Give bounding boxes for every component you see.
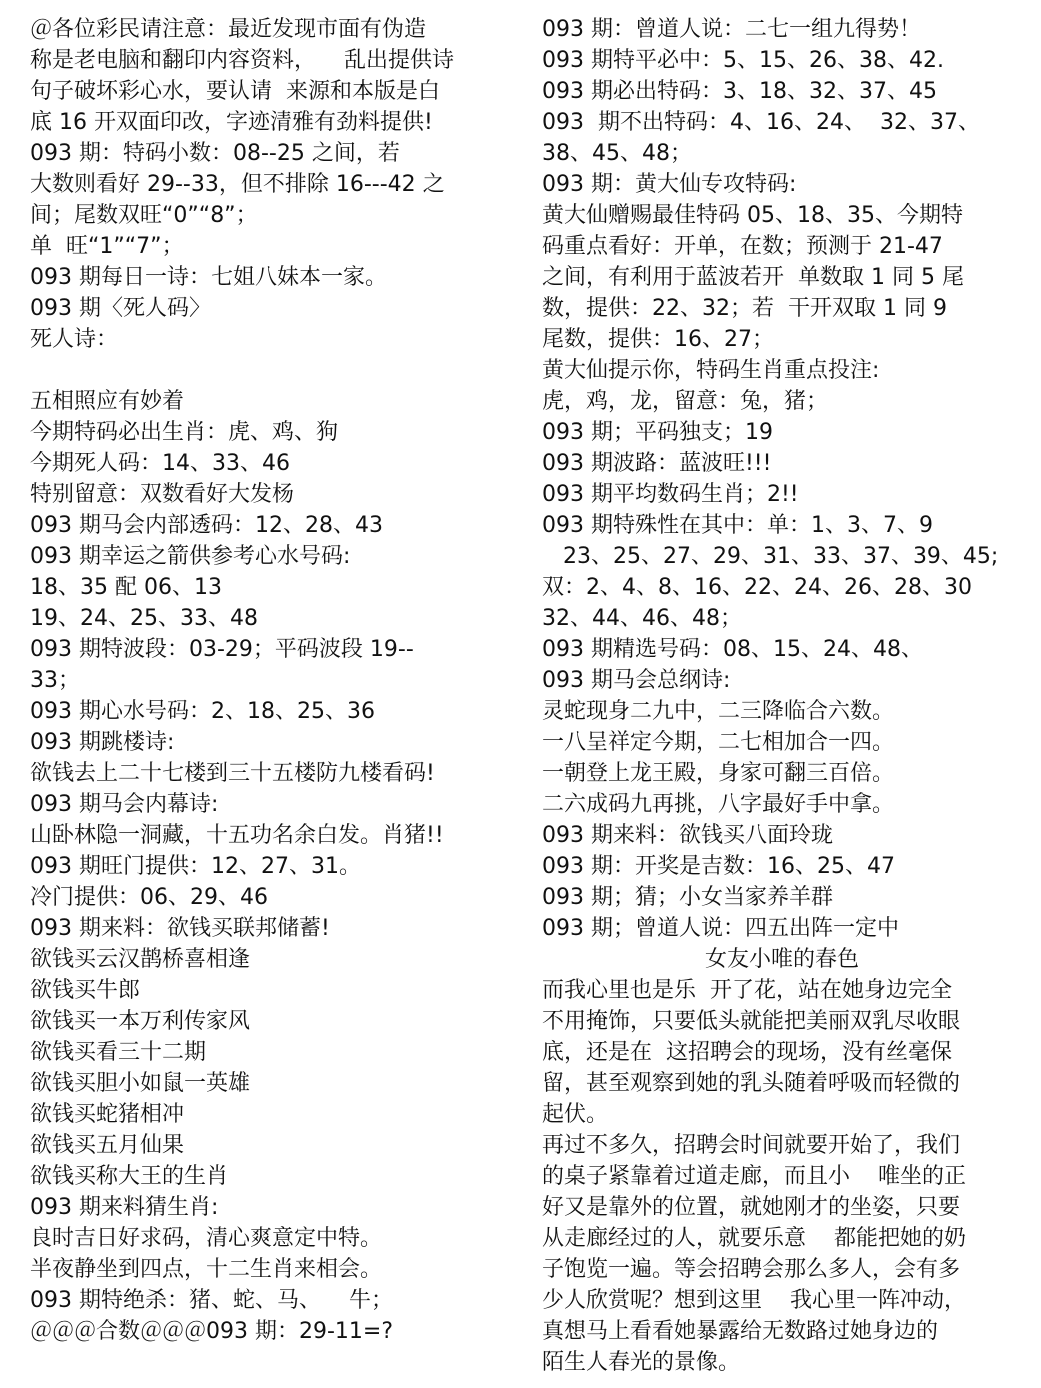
left-column-line: 欲钱买云汉鹊桥喜相逢 xyxy=(30,947,251,972)
right-column-line: 093 期马会总纲诗: xyxy=(542,668,731,693)
right-column-line: 093 期平均数码生肖；2!! xyxy=(542,482,799,507)
left-column-line: 良时吉日好求码，清心爽意定中特。 xyxy=(30,1226,383,1251)
left-column-line: 093 期跳楼诗: xyxy=(30,730,175,755)
left-column-line: 单 旺“1”“7”； xyxy=(30,234,184,259)
right-column-line: 尾数，提供：16、27； xyxy=(542,327,774,352)
left-column-line: 欲钱买胆小如鼠一英雄 xyxy=(30,1071,251,1096)
right-column xyxy=(542,14,1022,1378)
right-column-line: 38、45、48； xyxy=(542,141,692,166)
right-column-line: 码重点看好：开单，在数；预测于 21-47 xyxy=(542,234,943,259)
left-column-line: 今期死人码：14、33、46 xyxy=(30,451,290,476)
right-column-line: 好又是靠外的位置，就她刚才的坐姿，只要 xyxy=(542,1195,961,1220)
right-column-line: 093 期特殊性在其中：单：1、3、7、9 xyxy=(542,513,933,538)
left-column-line: 093 期：特码小数：08--25 之间，若 xyxy=(30,141,400,166)
left-column-line: 093 期每日一诗：七姐八妹本一家。 xyxy=(30,265,387,290)
left-column-line: 半夜静坐到四点，十二生肖来相会。 xyxy=(30,1257,383,1282)
left-column-line: 句子破坏彩心水，要认请 来源和本版是白 xyxy=(30,79,440,104)
right-column-line: 一朝登上龙王殿，身家可翻三百倍。 xyxy=(542,761,895,786)
left-column-line: 093 期幸运之箭供参考心水号码: xyxy=(30,544,351,569)
left-column-line: 欲钱买五月仙果 xyxy=(30,1133,185,1158)
left-column-line: 093 期旺门提供：12、27、31。 xyxy=(30,854,361,879)
right-column-line: 093 期不出特码：4、16、24、 32、37、 xyxy=(542,110,980,135)
left-column-line: 093 期心水号码：2、18、25、36 xyxy=(30,699,375,724)
right-column-line: 黄大仙赠赐最佳特码 05、18、35、今期特 xyxy=(542,203,963,228)
left-column-line: 欲钱去上二十七楼到三十五楼防九楼看码! xyxy=(30,761,435,786)
left-column-line: 底 16 开双面印改，字迹清雅有劲料提供! xyxy=(30,110,433,135)
right-column-line: 093 期来料：欲钱买八面玲珑 xyxy=(542,823,833,848)
right-column-line: 再过不多久，招聘会时间就要开始了，我们 xyxy=(542,1133,961,1158)
right-column-line: 起伏。 xyxy=(542,1102,609,1127)
right-column-line: 真想马上看看她暴露给无数路过她身边的 xyxy=(542,1319,939,1344)
left-column-line: 间；尾数双旺“0”“8”； xyxy=(30,203,258,228)
left-column-line: 093 期来料：欲钱买联邦储蓄! xyxy=(30,916,330,941)
left-column-line: 大数则看好 29--33，但不排除 16---42 之 xyxy=(30,172,445,197)
right-column-line: 留，甚至观察到她的乳头随着呼吸而轻微的 xyxy=(542,1071,961,1096)
right-column-line: 32、44、46、48； xyxy=(542,606,742,631)
right-column-line: 底，还是在 这招聘会的现场，没有丝毫保 xyxy=(542,1040,952,1065)
left-column xyxy=(30,14,510,1347)
left-column-line: 093 期来料猜生肖: xyxy=(30,1195,219,1220)
left-column-line: 19、24、25、33、48 xyxy=(30,606,258,631)
right-column-line: 黄大仙提示你，特码生肖重点投注: xyxy=(542,358,880,383)
right-column-line: 093 期；猜；小女当家养羊群 xyxy=(542,885,833,910)
left-column-line: 33； xyxy=(30,668,80,693)
left-column-line: 欲钱买牛郎 xyxy=(30,978,141,1003)
right-column-line: 的桌子紧靠着过道走廊，而且小 唯坐的正 xyxy=(542,1164,966,1189)
right-column-line: 子饱览一遍。等会招聘会那么多人，会有多 xyxy=(542,1257,961,1282)
right-column-line: 虎，鸡，龙，留意：兔，猪； xyxy=(542,389,829,414)
right-column-line: 093 期特平必中：5、15、26、38、42. xyxy=(542,48,944,73)
right-column-line: 灵蛇现身二九中，二三降临合六数。 xyxy=(542,699,895,724)
left-column-line: 欲钱买称大王的生肖 xyxy=(30,1164,229,1189)
right-column-line: 23、25、27、29、31、33、37、39、45; xyxy=(542,544,999,569)
right-column-line: 093 期：黄大仙专攻特码: xyxy=(542,172,797,197)
left-column-line: 特别留意：双数看好大发杨 xyxy=(30,482,295,507)
left-column-line: 五相照应有妙着 xyxy=(30,389,185,414)
right-column-line: 093 期：曾道人说：二七一组九得势！ xyxy=(542,17,921,42)
left-column-line: 山卧林隐一洞藏，十五功名余白发。肖猪!! xyxy=(30,823,444,848)
left-column-line: 093 期特波段：03-29；平码波段 19-- xyxy=(30,637,414,662)
left-column-line: 18、35 配 06、13 xyxy=(30,575,222,600)
left-column-line: 093 期特绝杀：猪、蛇、马、 牛； xyxy=(30,1288,393,1313)
left-column-line: 欲钱买看三十二期 xyxy=(30,1040,207,1065)
right-column-line: 一八呈祥定今期，二七相加合一四。 xyxy=(542,730,895,755)
left-column-line: 今期特码必出生肖：虎、鸡、狗 xyxy=(30,420,339,445)
right-column-line: 数，提供：22、32；若 干开双取 1 同 9 xyxy=(542,296,947,321)
right-column-line: 不用掩饰，只要低头就能把美丽双乳尽收眼 xyxy=(542,1009,961,1034)
right-column-line: 而我心里也是乐 开了花，站在她身边完全 xyxy=(542,978,952,1003)
right-column-line: 093 期；曾道人说：四五出阵一定中 xyxy=(542,916,899,941)
left-column-line: 093 期马会内幕诗: xyxy=(30,792,219,817)
right-column-line: 093 期：开奖是吉数：16、25、47 xyxy=(542,854,895,879)
left-column-line: 死人诗： xyxy=(30,327,119,352)
left-column-line: 093 期〈死人码〉 xyxy=(30,296,211,321)
left-column-line: 欲钱买一本万利传家风 xyxy=(30,1009,251,1034)
left-column-line: 欲钱买蛇猪相冲 xyxy=(30,1102,185,1127)
left-column-line: ＠＠＠合数＠＠＠093 期：29-11=? xyxy=(30,1319,394,1344)
right-column-line: 二六成码九再挑，八字最好手中拿。 xyxy=(542,792,895,817)
left-column-line: 称是老电脑和翻印内容资料， 乱出提供诗 xyxy=(30,48,454,73)
left-column-line: 093 期马会内部透码：12、28、43 xyxy=(30,513,383,538)
right-column-line: 之间，有利用于蓝波若开 单数取 1 同 5 尾 xyxy=(542,265,964,290)
right-column-line: 陌生人春光的景像。 xyxy=(542,1350,741,1375)
right-column-line: 093 期必出特码：3、18、32、37、45 xyxy=(542,79,937,104)
right-column-line: 从走廊经过的人，就要乐意 都能把她的奶 xyxy=(542,1226,966,1251)
right-column-line: 少人欣赏呢？想到这里 我心里一阵冲动， xyxy=(542,1288,966,1313)
right-column-line: 093 期；平码独支；19 xyxy=(542,420,773,445)
right-column-line: 双：2、4、8、16、22、24、26、28、30 xyxy=(542,575,972,600)
story-title: 女友小唯的春色 xyxy=(704,947,859,972)
right-column-line: 093 期波路：蓝波旺!!! xyxy=(542,451,772,476)
left-column-line: ＠各位彩民请注意：最近发现市面有伪造 xyxy=(30,17,427,42)
left-column-line: 冷门提供：06、29、46 xyxy=(30,885,268,910)
right-column-line: 093 期精选号码：08、15、24、48、 xyxy=(542,637,923,662)
left-column-line xyxy=(30,355,510,386)
